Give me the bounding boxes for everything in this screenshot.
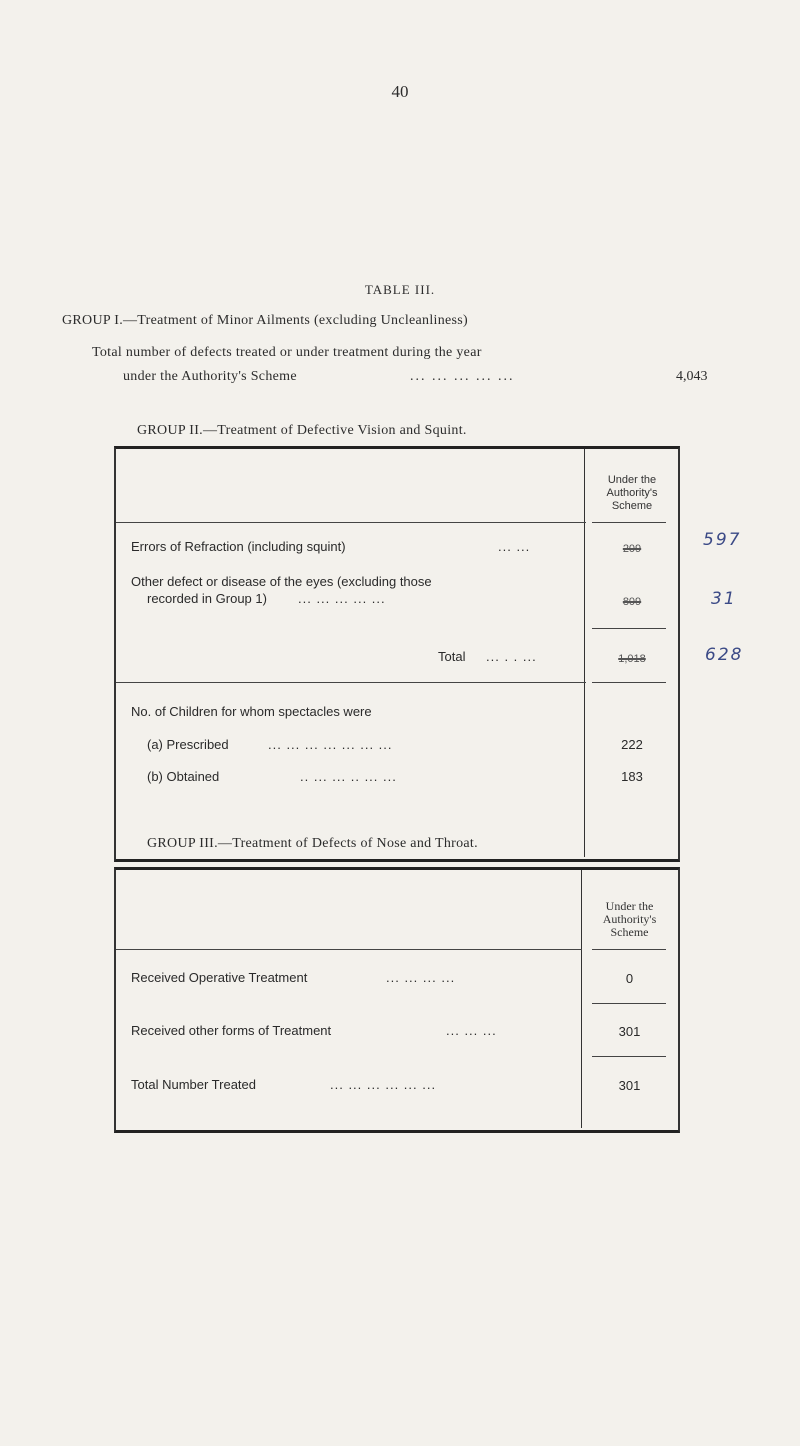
group3-column-divider <box>581 870 582 1128</box>
group3-row-rule <box>592 1056 666 1057</box>
struck-value: 1,018 <box>618 653 646 665</box>
row-label-prescribed: (a) Prescribed <box>147 737 229 752</box>
group2-section-rule <box>116 682 586 683</box>
group2-header-rule <box>116 522 586 523</box>
row-dots: ... . . ... <box>486 649 537 664</box>
row-value-total-treated: 301 <box>618 1078 641 1093</box>
group1-description-line2: under the Authority's Scheme <box>123 369 297 384</box>
row-label-total-treated: Total Number Treated <box>131 1077 257 1092</box>
group2-subtotal-rule <box>592 628 666 629</box>
group1-description-line1: Total number of defects treated or under treatment during the year <box>92 345 482 360</box>
group2-section-rule-right <box>592 682 666 683</box>
struck-value: 809 <box>622 596 642 608</box>
row-value-total <box>586 650 678 665</box>
group2-column-divider <box>584 449 585 857</box>
row-label-operative-treatment: Received Operative Treatment <box>131 970 308 985</box>
row-value-obtained: 183 <box>621 769 643 784</box>
group1-total-value: 4,043 <box>676 369 708 384</box>
row-value-errors-of-refraction <box>586 540 678 555</box>
row-value-operative-treatment: 0 <box>625 971 634 986</box>
row-dots: ... ... ... ... ... ... <box>330 1077 437 1092</box>
group1-title: GROUP I.—Treatment of Minor Ailments (excluding Uncleanliness) <box>62 313 469 328</box>
spectacles-heading: No. of Children for whom spectacles were <box>131 704 372 719</box>
row-value-other-treatment: 301 <box>618 1024 641 1039</box>
row-label-obtained: (b) Obtained <box>147 769 220 784</box>
row-dots: ... ... <box>498 539 531 554</box>
row-label-errors-of-refraction: Errors of Refraction (including squint) <box>131 539 346 554</box>
row-label-other-defect-cont: recorded in Group 1) <box>147 591 267 606</box>
page-number: 40 <box>391 82 409 101</box>
group3-title: GROUP III.—Treatment of Defects of Nose and Throat. <box>147 836 478 851</box>
row-label-other-defect: Other defect or disease of the eyes (excluding those <box>131 574 432 589</box>
row-dots: ... ... ... <box>446 1023 497 1038</box>
group2-column-header: Under the Authority's Scheme <box>606 474 658 512</box>
handwritten-value-other-defect: 31 <box>711 589 737 609</box>
row-value-other-defect <box>586 593 678 608</box>
table-title: TABLE III. <box>364 282 436 297</box>
handwritten-value-total: 628 <box>705 645 744 665</box>
row-label-total: Total <box>438 649 466 664</box>
row-value-prescribed: 222 <box>621 737 643 752</box>
row-dots: ... ... ... ... ... <box>298 591 386 606</box>
group3-column-header: Under the Authority's Scheme <box>602 899 657 939</box>
row-dots: .. ... ... .. ... ... <box>300 769 397 784</box>
group2-header-rule-right <box>592 522 666 523</box>
group2-title: GROUP II.—Treatment of Defective Vision and Squint. <box>137 423 467 438</box>
group3-row-rule <box>592 1003 666 1004</box>
row-dots: ... ... ... ... <box>386 970 456 985</box>
row-dots: ... ... ... ... ... ... ... <box>268 737 393 752</box>
group3-header-rule-right <box>592 949 666 950</box>
struck-value: 209 <box>622 543 642 555</box>
handwritten-value-errors: 597 <box>703 530 742 550</box>
group1-leader-dots: ... ... ... ... ... <box>410 369 515 384</box>
row-label-other-treatment: Received other forms of Treatment <box>131 1023 332 1038</box>
group3-header-rule <box>116 949 582 950</box>
